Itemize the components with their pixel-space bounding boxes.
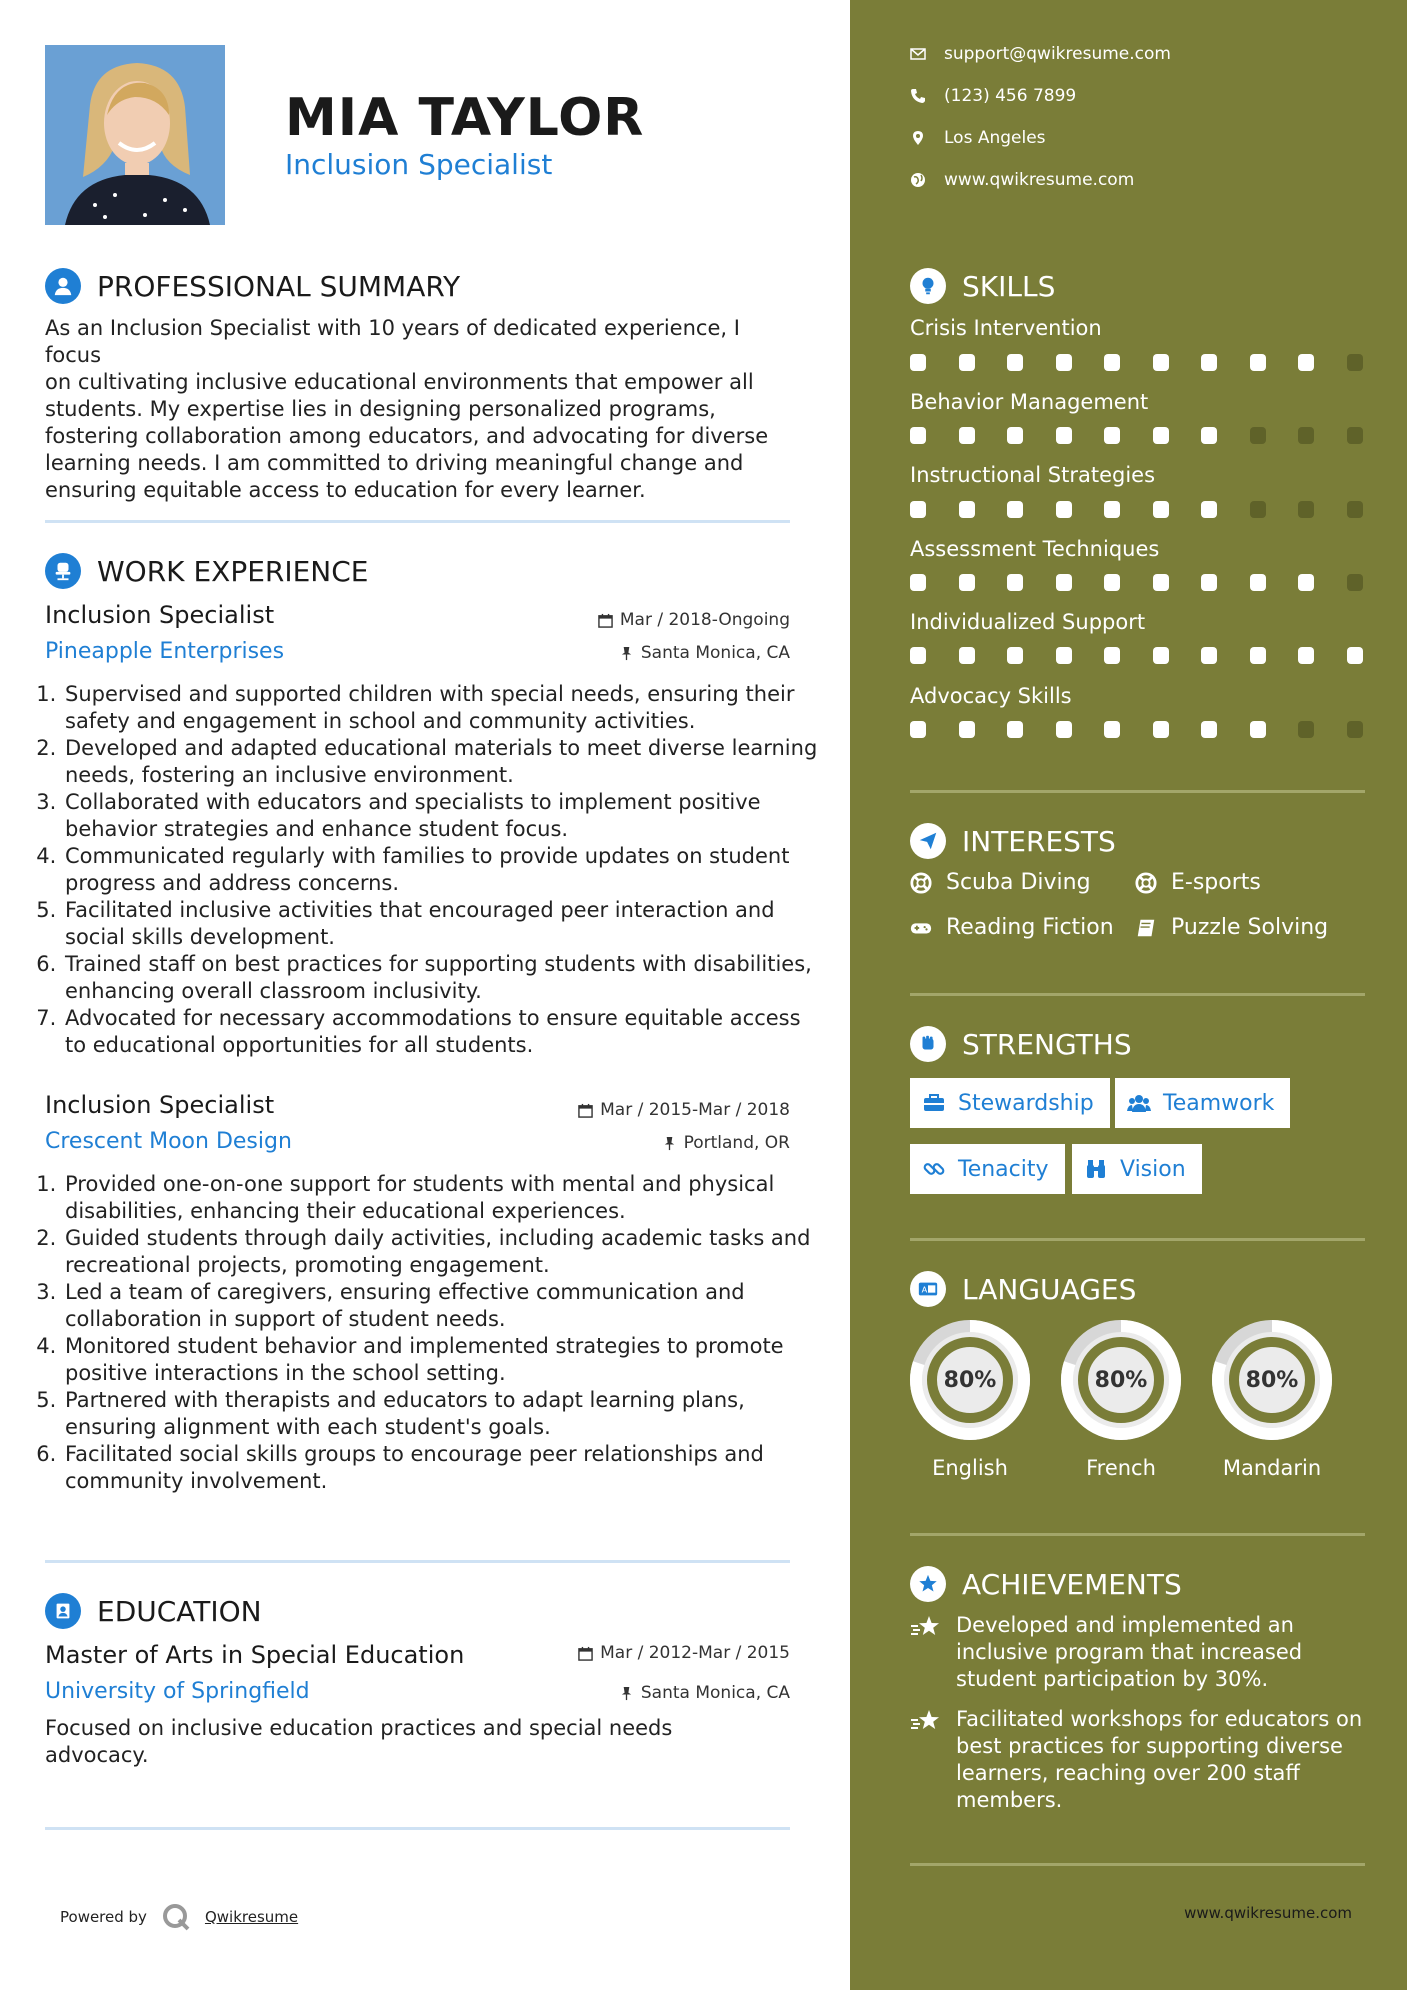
skill-dot [910, 721, 926, 738]
skill-dot [1250, 427, 1266, 444]
skill-dot [1298, 721, 1314, 738]
skill-rating [910, 427, 1370, 445]
skill-dot [1201, 574, 1217, 591]
list-item: 6. Trained staff on best practices for supporting students with disabilities, enhancing overall classroom inclusivity. [63, 951, 823, 1005]
skill-dot [1104, 427, 1120, 444]
skill-dot [1056, 647, 1072, 664]
skill-dot [1104, 501, 1120, 518]
chair-icon [45, 553, 81, 589]
profile-photo [45, 45, 225, 225]
users-icon [1127, 1091, 1151, 1115]
calendar-icon [578, 1646, 593, 1661]
skill-dot [959, 574, 975, 591]
achievement-item: Developed and implemented an inclusive program that increased student participation by 30%. [910, 1612, 1380, 1693]
education-description: Focused on inclusive education practices and special needs advocacy. [45, 1716, 673, 1767]
briefcase-icon [922, 1091, 946, 1115]
section-divider [910, 1238, 1365, 1241]
star-badge-icon [910, 1566, 946, 1602]
skill-dot [1007, 721, 1023, 738]
skill-dot [1298, 427, 1314, 444]
achievement-item: Facilitated workshops for educators on best practices for supporting diverse learners, reaching over 200 staff members. [910, 1706, 1380, 1814]
job-location: Santa Monica, CA [619, 643, 790, 663]
book-icon [1135, 917, 1157, 939]
life-ring-icon [910, 872, 932, 894]
school-name: University of Springfield [45, 1679, 310, 1704]
life-ring-icon [1135, 872, 1157, 894]
skill-dot [959, 427, 975, 444]
skill-dot [1007, 574, 1023, 591]
skill-dot [1347, 354, 1363, 371]
languages-heading: A LANGUAGES [910, 1271, 1136, 1307]
skill-rating [910, 501, 1370, 519]
globe-icon [910, 172, 926, 188]
contact-website: www.qwikresume.com [910, 170, 1134, 190]
skill-dot [1153, 354, 1169, 371]
strength-tag: Teamwork [1115, 1078, 1290, 1128]
skill-rating [910, 574, 1370, 592]
skill-dot [1201, 721, 1217, 738]
skill-dot [910, 427, 926, 444]
phone-icon [910, 88, 926, 104]
footer-website-link[interactable]: www.qwikresume.com [1184, 1904, 1352, 1922]
skill-dot [1250, 501, 1266, 518]
svg-text:A: A [921, 1284, 928, 1295]
skill-name: Instructional Strategies [910, 463, 1156, 487]
skill-dot [1056, 354, 1072, 371]
section-divider [45, 1560, 790, 1563]
section-divider [45, 520, 790, 523]
gamepad-icon [910, 917, 932, 939]
education-location: Santa Monica, CA [619, 1683, 790, 1703]
language-name: French [1086, 1456, 1156, 1480]
list-item: 5. Facilitated inclusive activities that encouraged peer interaction and social skills development. [63, 897, 823, 951]
skill-dot [959, 354, 975, 371]
skill-rating [910, 647, 1370, 665]
section-divider [45, 1827, 790, 1830]
skill-dot [910, 354, 926, 371]
skill-dot [959, 647, 975, 664]
skill-dot [1201, 427, 1217, 444]
job-date: Mar / 2018-Ongoing [598, 610, 790, 630]
interest-item: Reading Fiction [910, 915, 1114, 940]
education-date: Mar / 2012-Mar / 2015 [578, 1643, 790, 1663]
summary-text: As an Inclusion Specialist with 10 years of dedicated experience, I focus on cultivating inclusive educational environments that empower all students. My expertise lies in designing personalized programs, fostering collaboration among educators, and advocating for diverse learning needs. I am committed to driving meaningful change and ensuring equitable access to education for every learner. [45, 316, 769, 502]
skills-heading: SKILLS [910, 268, 1055, 304]
calendar-icon [578, 1103, 593, 1118]
envelope-icon [910, 46, 926, 62]
skill-name: Individualized Support [910, 610, 1146, 634]
list-item: 7. Advocated for necessary accommodations to ensure equitable access to educational opportunities for all students. [63, 1005, 823, 1059]
skill-dot [1250, 574, 1266, 591]
skill-dot [1007, 354, 1023, 371]
skill-dot [1007, 427, 1023, 444]
skill-name: Behavior Management [910, 390, 1149, 414]
skill-dot [910, 647, 926, 664]
fist-icon [910, 1026, 946, 1062]
skill-dot [1347, 647, 1363, 664]
skill-dot [1250, 354, 1266, 371]
education-heading: EDUCATION [45, 1593, 262, 1629]
skill-dot [1298, 574, 1314, 591]
binoculars-icon [1084, 1157, 1108, 1181]
language-item [908, 1318, 1032, 1480]
strength-tag: Stewardship [910, 1078, 1110, 1128]
skill-dot [1347, 721, 1363, 738]
achievements-heading: ACHIEVEMENTS [910, 1566, 1182, 1602]
list-item: 3. Led a team of caregivers, ensuring effective communication and collaboration in support of student needs. [63, 1279, 823, 1333]
skill-dot [1153, 501, 1169, 518]
qwikresume-logo-icon [161, 1902, 191, 1932]
skill-name: Advocacy Skills [910, 684, 1072, 708]
skill-dot [1250, 647, 1266, 664]
section-divider [910, 1863, 1365, 1866]
lightbulb-icon [910, 268, 946, 304]
pin-icon [619, 646, 634, 661]
skill-dot [1298, 501, 1314, 518]
skill-dot [910, 574, 926, 591]
interests-heading: INTERESTS [910, 823, 1116, 859]
map-marker-icon [910, 130, 926, 146]
skill-dot [959, 721, 975, 738]
skill-dot [1056, 574, 1072, 591]
language-percent: 80% [1245, 1367, 1299, 1393]
skill-rating [910, 721, 1370, 739]
skill-dot [1153, 574, 1169, 591]
company-name: Pineapple Enterprises [45, 639, 285, 664]
section-divider [910, 790, 1365, 793]
skill-dot [1153, 721, 1169, 738]
skill-dot [1347, 501, 1363, 518]
list-item: 3. Collaborated with educators and specialists to implement positive behavior strategies and enhance student focus. [63, 789, 823, 843]
language-name: Mandarin [1222, 1456, 1322, 1480]
skill-dot [1347, 574, 1363, 591]
strength-tag: Vision [1072, 1144, 1202, 1194]
skill-dot [1007, 647, 1023, 664]
skill-dot [1007, 501, 1023, 518]
job-location: Portland, OR [662, 1133, 790, 1153]
skill-dot [1298, 647, 1314, 664]
skill-dot [1056, 721, 1072, 738]
degree-title: Master of Arts in Special Education [45, 1641, 465, 1669]
skill-dot [1201, 354, 1217, 371]
list-item: 4. Monitored student behavior and implemented strategies to promote positive interactions in the school setting. [63, 1333, 823, 1387]
language-percent: 80% [1094, 1367, 1148, 1393]
language-icon [910, 1271, 946, 1307]
strengths-heading: STRENGTHS [910, 1026, 1132, 1062]
section-divider [910, 993, 1365, 996]
graduate-icon [45, 1593, 81, 1629]
job-title: Inclusion Specialist [45, 1091, 275, 1119]
skill-dot [1250, 721, 1266, 738]
language-percent: 80% [943, 1367, 997, 1393]
job-duties-list [38, 1171, 823, 1495]
skill-rating [910, 354, 1370, 372]
interest-item: Puzzle Solving [1135, 915, 1328, 940]
list-item: 2. Guided students through daily activities, including academic tasks and recreational projects, promoting engagement. [63, 1225, 823, 1279]
link-icon [922, 1157, 946, 1181]
language-name: English [932, 1456, 1008, 1480]
section-divider [910, 1533, 1365, 1536]
job-title: Inclusion Specialist [45, 601, 275, 629]
skill-dot [1104, 721, 1120, 738]
language-item [1210, 1318, 1334, 1480]
shooting-star-icon [910, 1708, 942, 1736]
skill-dot [1104, 647, 1120, 664]
pin-icon [662, 1136, 677, 1151]
strength-tag: Tenacity [910, 1144, 1065, 1194]
job-duties-list [38, 681, 823, 1059]
skill-dot [910, 501, 926, 518]
list-item: 2. Developed and adapted educational materials to meet diverse learning needs, fostering an inclusive environment. [63, 735, 823, 789]
candidate-name: MIA TAYLOR [285, 88, 645, 148]
skill-dot [1298, 354, 1314, 371]
summary-heading: PROFESSIONAL SUMMARY [45, 268, 460, 304]
company-name: Crescent Moon Design [45, 1129, 292, 1154]
job-date: Mar / 2015-Mar / 2018 [578, 1100, 790, 1120]
sidebar [850, 0, 1407, 1990]
powered-by: Powered by Qwikresume [60, 1902, 298, 1932]
skill-dot [1056, 427, 1072, 444]
list-item: 1. Provided one-on-one support for students with mental and physical disabilities, enhancing their educational experiences. [63, 1171, 823, 1225]
skill-dot [1153, 427, 1169, 444]
language-item [1059, 1318, 1183, 1480]
list-item: 4. Communicated regularly with families to provide updates on student progress and address concerns. [63, 843, 823, 897]
list-item: 6. Facilitated social skills groups to encourage peer relationships and community involvement. [63, 1441, 823, 1495]
pin-icon [619, 1686, 634, 1701]
contact-email: support@qwikresume.com [910, 44, 1171, 64]
interest-item: E-sports [1135, 870, 1261, 895]
skill-dot [1201, 501, 1217, 518]
skill-dot [1056, 501, 1072, 518]
interest-item: Scuba Diving [910, 870, 1091, 895]
calendar-icon [598, 613, 613, 628]
contact-location: Los Angeles [910, 128, 1046, 148]
skill-dot [959, 501, 975, 518]
list-item: 5. Partnered with therapists and educators to adapt learning plans, ensuring alignment with each student's goals. [63, 1387, 823, 1441]
skill-name: Assessment Techniques [910, 537, 1160, 561]
user-circle-icon [45, 268, 81, 304]
paper-plane-icon [910, 823, 946, 859]
skill-dot [1153, 647, 1169, 664]
candidate-title: Inclusion Specialist [285, 148, 553, 181]
experience-heading: WORK EXPERIENCE [45, 553, 368, 589]
skill-dot [1104, 354, 1120, 371]
skill-dot [1347, 427, 1363, 444]
skill-dot [1104, 574, 1120, 591]
shooting-star-icon [910, 1614, 942, 1642]
list-item: 1. Supervised and supported children with special needs, ensuring their safety and engagement in school and community activities. [63, 681, 823, 735]
skill-dot [1201, 647, 1217, 664]
contact-phone: (123) 456 7899 [910, 86, 1076, 106]
skill-name: Crisis Intervention [910, 316, 1102, 340]
qwikresume-link[interactable]: Qwikresume [204, 1908, 299, 1926]
